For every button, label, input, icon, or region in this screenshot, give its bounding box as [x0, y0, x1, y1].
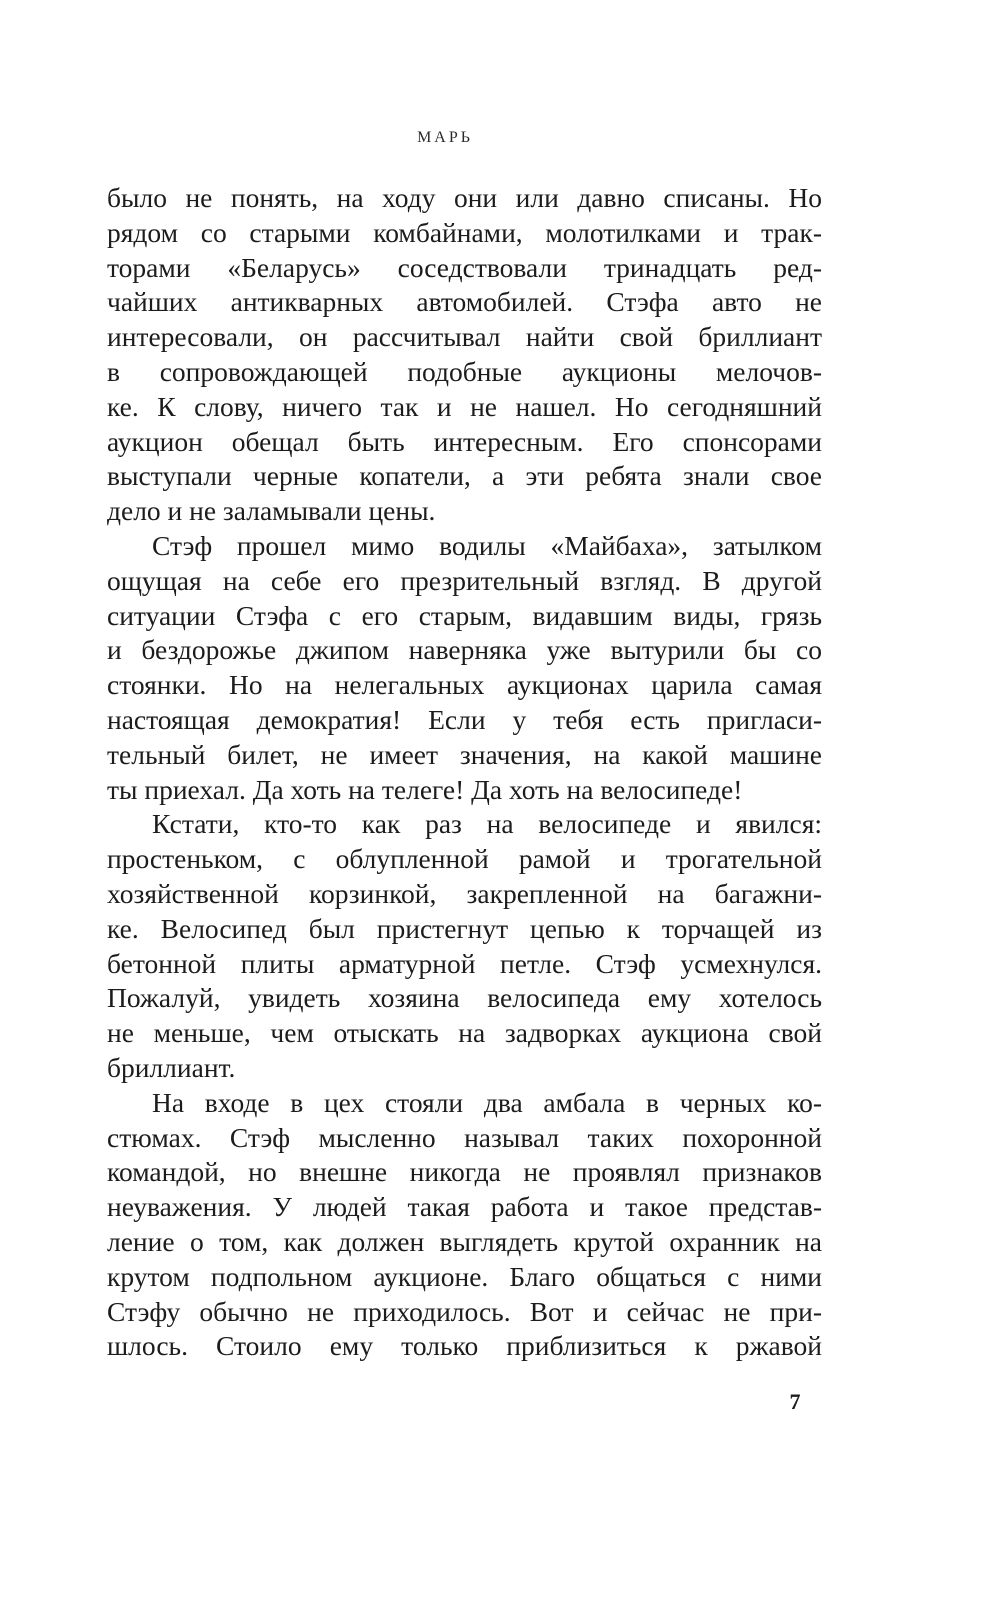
text-line: было не понять, на ходу они или давно списаны. Но — [107, 182, 822, 213]
text-line: настоящая демократия! Если у тебя есть пригласи- — [107, 703, 822, 735]
text-line: ке. Велосипед был пристегнут цепью к торчащей из — [107, 912, 822, 944]
text-line: рядом со старыми комбайнами, молотилками и трак- — [107, 216, 822, 248]
text-line: бриллиант. — [107, 1051, 236, 1083]
text-line: не меньше, чем отыскать на задворках аукциона свой — [107, 1017, 822, 1049]
text-line: выступали черные копатели, а эти ребята знали свое — [107, 460, 822, 492]
text-line: хозяйственной корзинкой, закрепленной на багажни- — [107, 877, 822, 909]
text-line: дело и не заламывали цены. — [107, 495, 436, 527]
text-line: бетонной плиты арматурной петле. Стэф усмехнулся. — [107, 947, 822, 979]
running-title: МАРЬ — [417, 129, 473, 146]
body-text — [107, 181, 822, 1364]
paragraph — [107, 181, 822, 529]
paragraph — [107, 1086, 822, 1364]
text-line: ке. К слову, ничего так и не нашел. Но сегодняшний — [107, 390, 822, 422]
text-line: тельный билет, не имеет значения, на какой машине — [107, 738, 822, 770]
text-line: ление о том, как должен выглядеть крутой охранник на — [107, 1225, 822, 1257]
text-line: ты приехал. Да хоть на телеге! Да хоть на велосипеде! — [107, 773, 743, 805]
text-line: торами «Беларусь» соседствовали тринадцать ред- — [107, 251, 822, 283]
text-line: аукцион обещал быть интересным. Его спонсорами — [107, 425, 822, 457]
paragraph — [107, 529, 822, 807]
text-line: ситуации Стэфа с его старым, видавшим виды, грязь — [107, 599, 822, 631]
text-line: стоянки. Но на нелегальных аукционах царила самая — [107, 669, 822, 701]
text-line: шлось. Стоило ему только приблизиться к ржавой — [107, 1330, 822, 1362]
text-line: и бездорожье джипом наверняка уже вытурили бы со — [107, 634, 822, 666]
text-line: Пожалуй, увидеть хозяина велосипеда ему хотелось — [107, 982, 822, 1014]
text-line: командой, но внешне никогда не проявлял признаков — [107, 1156, 822, 1188]
text-line: ощущая на себе его презрительный взгляд. В другой — [107, 564, 822, 596]
text-line: Стэф прошел мимо водилы «Майбаха», затылком — [152, 529, 822, 561]
text-line: интересовали, он рассчитывал найти свой бриллиант — [107, 321, 822, 353]
text-line: Кстати, кто-то как раз на велосипеде и явился: — [152, 808, 822, 840]
text-line: стюмах. Стэф мысленно называл таких похоронной — [107, 1121, 822, 1153]
text-line: чайших антикварных автомобилей. Стэфа авто не — [107, 286, 822, 318]
text-line: простеньком, с облупленной рамой и трогательной — [107, 843, 822, 875]
page-number: 7 — [789, 1389, 801, 1414]
text-line: На входе в цех стояли два амбала в черных ко- — [152, 1086, 822, 1118]
text-line: крутом подпольном аукционе. Благо общаться с ними — [107, 1260, 822, 1292]
paragraph — [107, 807, 822, 1085]
text-line: Стэфу обычно не приходилось. Вот и сейчас не при- — [107, 1295, 822, 1327]
text-line: неуважения. У людей такая работа и такое представ- — [107, 1191, 822, 1223]
text-line: в сопровождающей подобные аукционы мелочов- — [107, 355, 822, 387]
